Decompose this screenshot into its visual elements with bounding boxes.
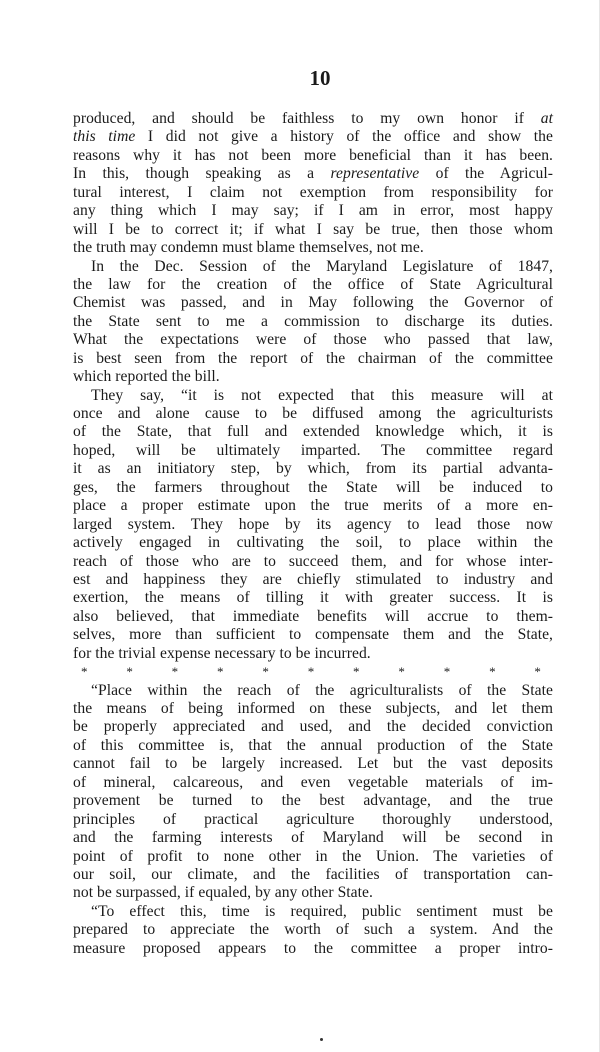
italic-text: representative	[330, 165, 420, 183]
text-line: the State sent to me a commission to discharge its duties.	[73, 312, 553, 330]
paragraph	[73, 258, 553, 387]
text-line: reach of those who are to succeed them, and for whose inter-	[73, 552, 553, 570]
text-span: of the Agricul-	[419, 165, 553, 183]
text-line: be properly appreciated and used, and the decided conviction	[73, 718, 553, 736]
text-line: ges, the farmers throughout the State will be induced to	[73, 478, 553, 496]
paragraph	[73, 903, 553, 958]
paragraph	[73, 682, 553, 903]
text-line: “To effect this, time is required, public sentiment must be	[91, 902, 553, 920]
text-line: reasons why it has not been more beneficial than it has been.	[73, 146, 553, 164]
text-line: prepared to appreciate the worth of such a system. And the	[73, 921, 553, 939]
text-line: selves, more than sufficient to compensate them and the State,	[73, 626, 553, 644]
text-span: I did not give a history of the office and show the	[135, 128, 553, 146]
text-line: larged system. They hope by its agency to lead those now	[73, 515, 553, 533]
scan-speck	[320, 1038, 323, 1041]
text-line: measure proposed appears to the committee a proper intro-	[73, 939, 553, 957]
text-line: of mineral, calcareous, and even vegetable materials of im-	[73, 773, 553, 791]
text-line: tural interest, I claim not exemption from responsibility for	[73, 183, 553, 201]
text-line: of the State, that full and extended knowledge which, it is	[73, 423, 553, 441]
text-line: In the Dec. Session of the Maryland Legislature of 1847,	[91, 257, 553, 275]
italic-text: at	[540, 110, 553, 127]
text-line: any thing which I may say; if I am in error, most happy	[73, 202, 553, 220]
text-line: What the expectations were of those who passed that law,	[73, 331, 553, 349]
text-line: will I be to correct it; if what I say be true, then those whom	[73, 220, 553, 238]
text-line: which reported the bill.	[73, 368, 220, 386]
text-line: est and happiness they are chiefly stimulated to industry and	[73, 570, 553, 588]
text-line: exertion, the means of tilling it with greater success. It is	[73, 589, 553, 607]
text-line: for the trivial expense necessary to be incurred.	[73, 644, 371, 662]
section-break	[73, 663, 553, 681]
text-line	[73, 128, 553, 146]
text-line: point of profit to none other in the Union. The varieties of	[73, 847, 553, 865]
page-number: 10	[309, 66, 331, 90]
text-line: our soil, our climate, and the facilities of transportation can-	[73, 865, 553, 883]
paragraph	[73, 110, 553, 258]
text-line	[73, 110, 553, 128]
text-line: is best seen from the report of the chairman of the committee	[73, 349, 553, 367]
text-line: “Place within the reach of the agriculturalists of the State	[91, 681, 553, 699]
text-line: principles of practical agriculture thoroughly understood,	[73, 810, 553, 828]
text-line: place a proper estimate upon the true merits of a more en-	[73, 497, 553, 515]
text-line: not be surpassed, if equaled, by any other State.	[73, 884, 373, 902]
paragraph	[73, 387, 553, 664]
text-line: They say, “it is not expected that this measure will at	[91, 386, 553, 404]
asterisk-separator: * * * * * * * * * * *	[81, 664, 541, 680]
italic-text: this time	[73, 128, 136, 146]
text-line: cannot fail to be largely increased. Let but the vast deposits	[73, 755, 553, 773]
text-line: Chemist was passed, and in May following the Governor of	[73, 294, 553, 312]
text-line: the law for the creation of the office of State Agricultural	[73, 275, 553, 293]
text-line: the means of being informed on these subjects, and let them	[73, 700, 553, 717]
text-line: actively engaged in cultivating the soil, to place within the	[73, 534, 553, 552]
text-line: once and alone cause to be diffused among the agriculturists	[73, 405, 553, 422]
text-line	[73, 165, 553, 183]
text-line: it as an initiatory step, by which, from its partial advanta-	[73, 460, 553, 478]
text-span: In this, though speaking as a	[73, 165, 331, 183]
text-line: also believed, that immediate benefits will accrue to them-	[73, 607, 553, 625]
text-line: provement be turned to the best advantage, and the true	[73, 792, 553, 810]
text-line: the truth may condemn must blame themselves, not me.	[73, 239, 424, 257]
text-line: and the farming interests of Maryland will be second in	[73, 829, 553, 847]
text-line: of this committee is, that the annual production of the State	[73, 736, 553, 754]
body-text	[73, 110, 553, 958]
text-line: hoped, will be ultimately imparted. The committee regard	[73, 441, 553, 459]
text-span: produced, and should be faithless to my own honor if	[73, 110, 541, 127]
